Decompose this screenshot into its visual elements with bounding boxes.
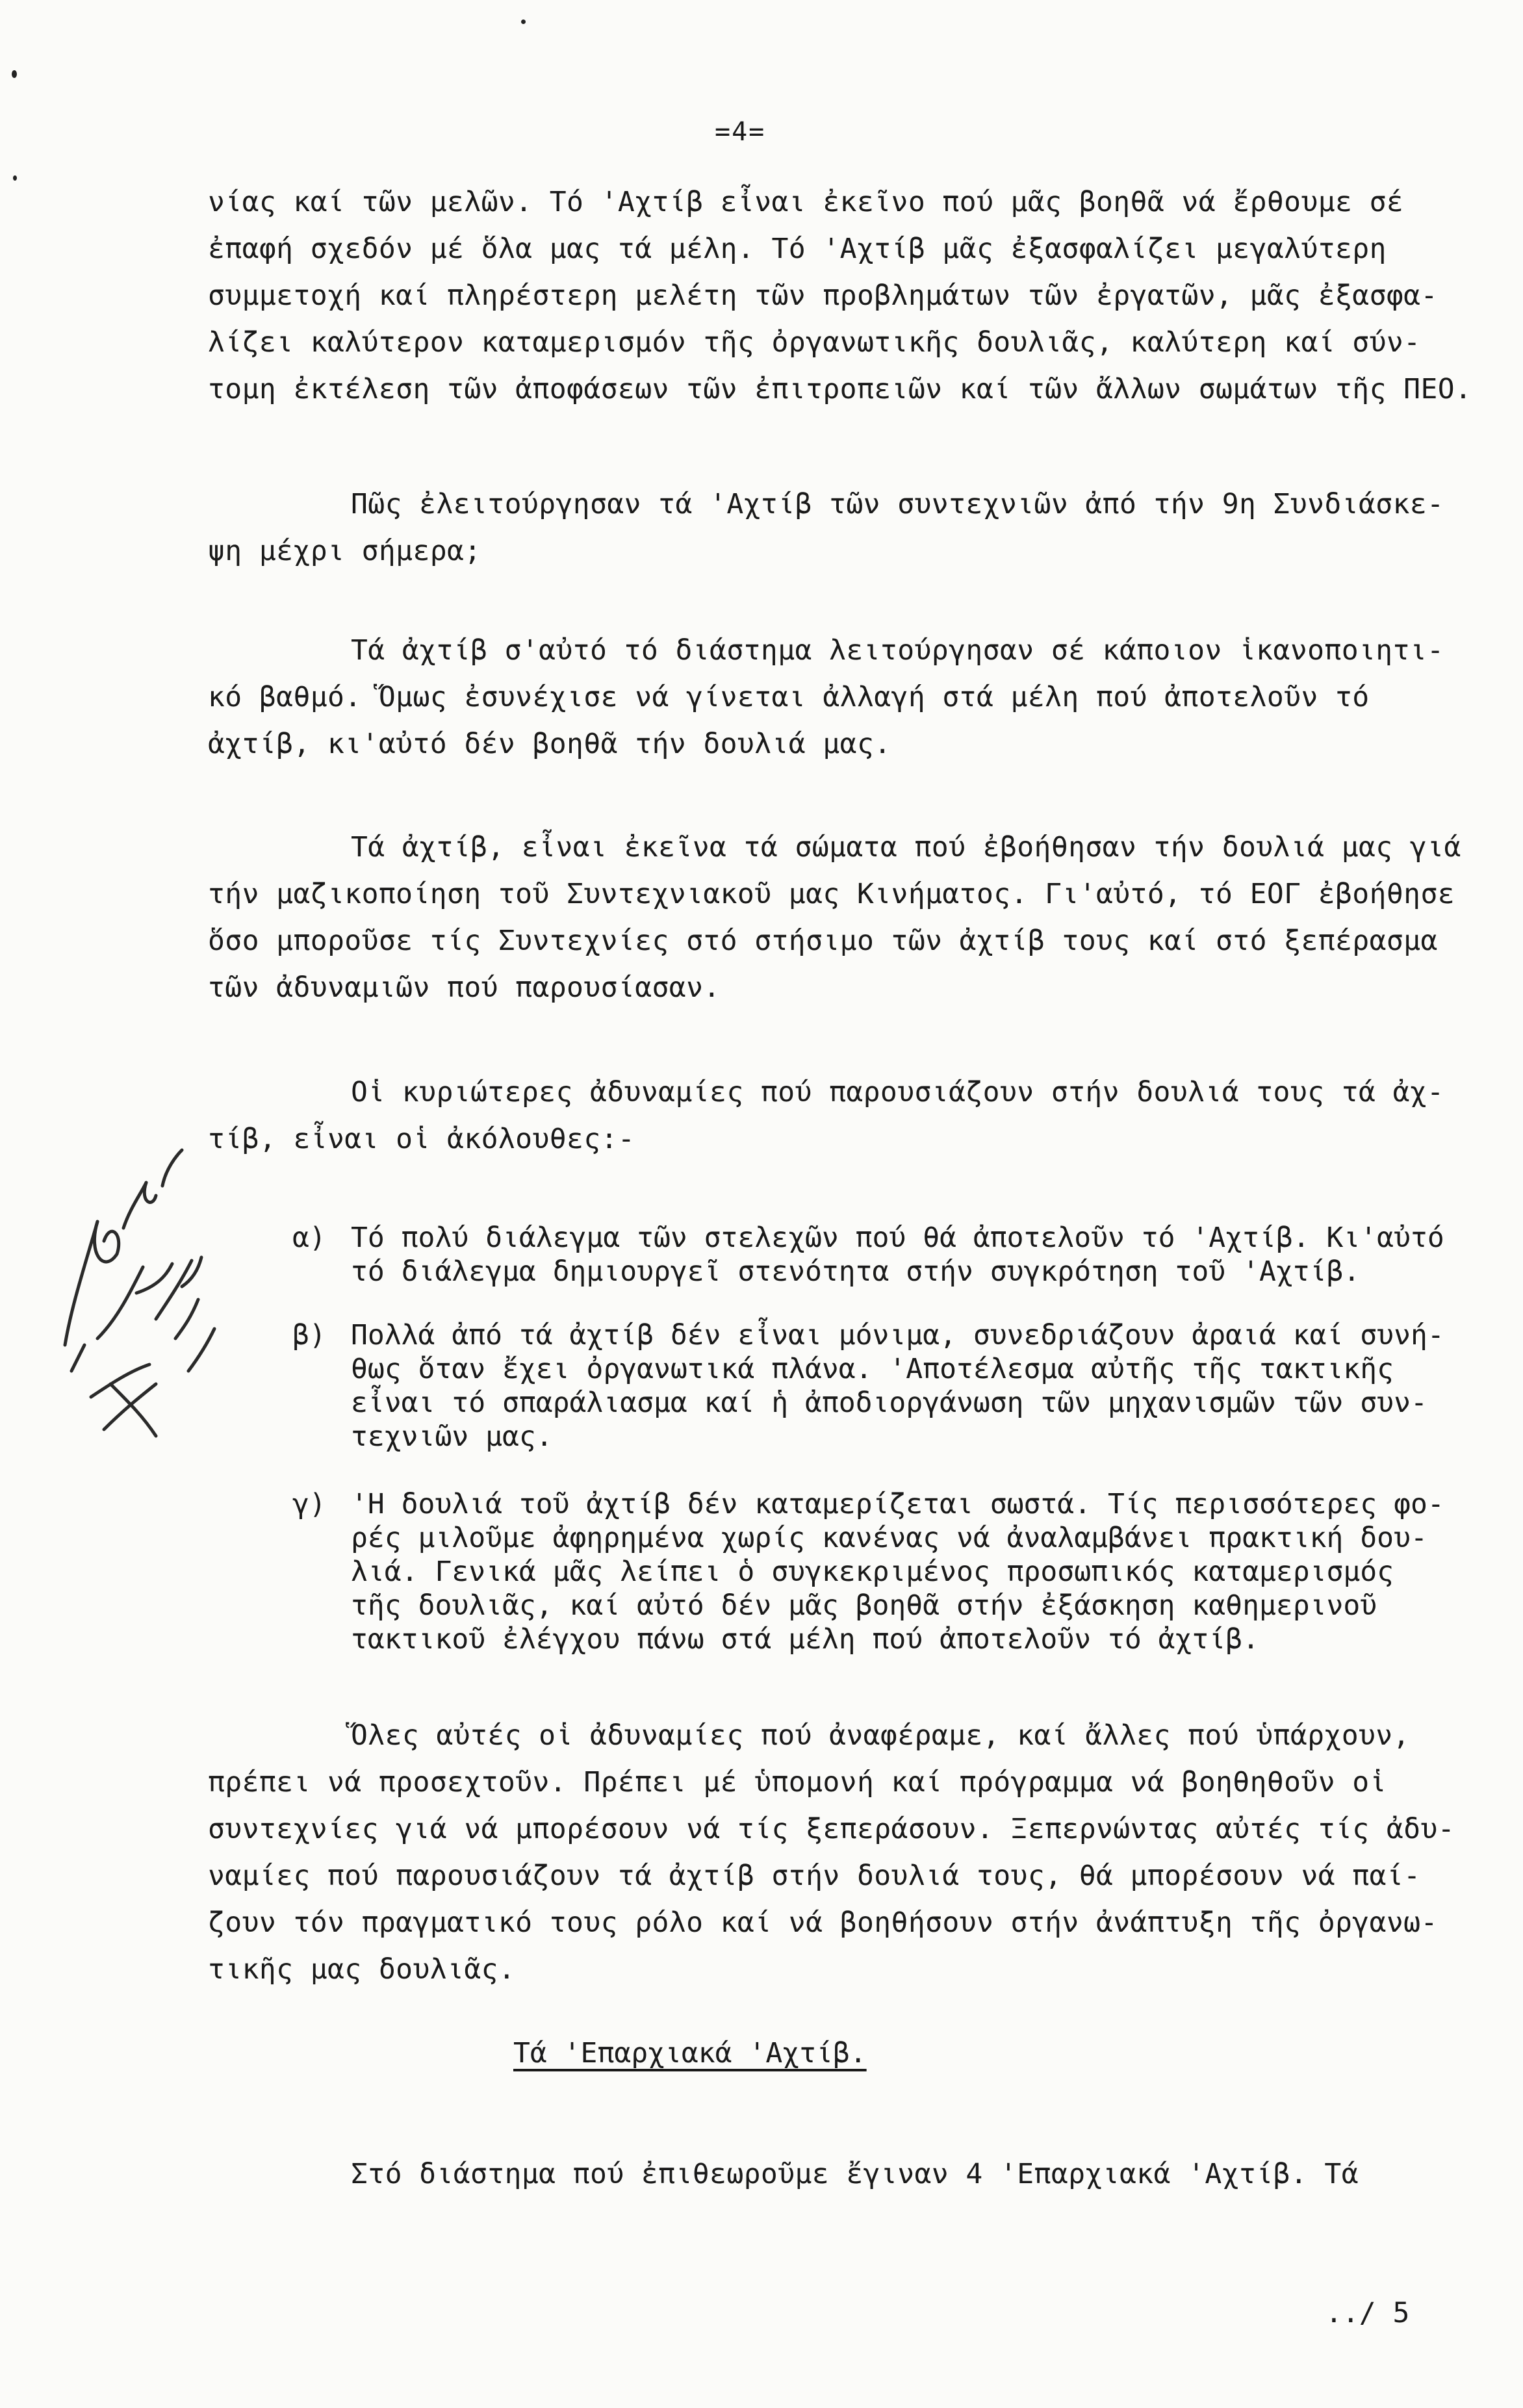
paragraph-2-line-1: Πῶς ἐλειτούργησαν τά 'Αχτίβ τῶν συντεχνιῶν ἀπό τήν 9η Συνδιάσκε-: [351, 488, 1444, 520]
paragraph-3-line-1: Τά ἀχτίβ σ'αὐτό τό διάστημα λειτούργησαν σέ κάποιον ἱκανοποιητι-: [351, 634, 1444, 667]
list-item-c-line-4: τῆς δουλιᾶς, καί αὐτό δέν μᾶς βοηθᾶ στήν ἐξάσκηση καθημερινοῦ: [351, 1589, 1377, 1622]
scan-speck: [521, 19, 526, 24]
paragraph-3-line-3: ἀχτίβ, κι'αὐτό δέν βοηθᾶ τήν δουλιά μας.: [208, 728, 891, 760]
paragraph-4-line-4: τῶν ἀδυναμιῶν πού παρουσίασαν.: [208, 971, 721, 1004]
paragraph-1-line-5: τομη ἐκτέλεση τῶν ἀποφάσεων τῶν ἐπιτροπειῶν καί τῶν ἄλλων σωμάτων τῆς ΠΕΟ.: [208, 373, 1472, 405]
paragraph-5-line-1: Οἱ κυριώτερες ἀδυναμίες πού παρουσιάζουν στήν δουλιά τους τά ἀχ-: [351, 1076, 1444, 1108]
paragraph-2-line-2: ψη μέχρι σήμερα;: [208, 535, 481, 567]
scan-speck: [12, 70, 17, 78]
paragraph-3-line-2: κό βαθμό. Ὅμως ἐσυνέχισε νά γίνεται ἀλλαγή στά μέλη πού ἀποτελοῦν τό: [208, 681, 1370, 713]
closing-line-2: πρέπει νά προσεχτοῦν. Πρέπει μέ ὑπομονή καί πρόγραμμα νά βοηθηθοῦν οἱ: [208, 1766, 1387, 1799]
list-item-a-line-1: Τό πολύ διάλεγμα τῶν στελεχῶν πού θά ἀποτελοῦν τό 'Αχτίβ. Κι'αὐτό: [351, 1222, 1444, 1254]
handwritten-margin-note: [26, 1124, 260, 1488]
closing-line-6: τικῆς μας δουλιᾶς.: [208, 1953, 516, 1986]
list-item-a-label: α): [292, 1222, 326, 1254]
paragraph-1-line-4: λίζει καλύτερον καταμερισμόν τῆς ὀργανωτικῆς δουλιᾶς, καλύτερη καί σύν-: [208, 326, 1421, 359]
closing-line-4: ναμίες πού παρουσιάζουν τά ἀχτίβ στήν δουλιά τους, θά μπορέσουν νά παί-: [208, 1860, 1421, 1892]
closing-line-5: ζουν τόν πραγματικό τους ρόλο καί νά βοηθήσουν στήν ἀνάπτυξη τῆς ὀργανω-: [208, 1906, 1438, 1939]
paragraph-1-line-3: συμμετοχή καί πληρέστερη μελέτη τῶν προβλημάτων τῶν ἐργατῶν, μᾶς ἐξασφα-: [208, 279, 1438, 312]
paragraph-4-line-1: Τά ἀχτίβ, εἶναι ἐκεῖνα τά σώματα πού ἐβοήθησαν τήν δουλιά μας γιά: [351, 831, 1461, 864]
scan-speck: [13, 175, 17, 181]
closing-line-3: συντεχνίες γιά νά μπορέσουν νά τίς ξεπεράσουν. Ξεπερνώντας αὐτές τίς ἀδυ-: [208, 1813, 1455, 1845]
list-item-c-line-3: λιά. Γενικά μᾶς λείπει ὁ συγκεκριμένος προσωπικός καταμερισμός: [351, 1556, 1394, 1588]
list-item-b-line-4: τεχνιῶν μας.: [351, 1420, 553, 1453]
list-item-b-line-3: εἶναι τό σπαράλιασμα καί ἡ ἀποδιοργάνωση τῶν μηχανισμῶν τῶν συν-: [351, 1387, 1427, 1419]
list-item-b-line-2: θως ὅταν ἔχει ὀργανωτικά πλάνα. 'Αποτέλεσμα αὐτῆς τῆς τακτικῆς: [351, 1353, 1394, 1385]
page-number: =4=: [715, 117, 766, 147]
continuation-marker: ../ 5: [1325, 2297, 1410, 2329]
list-item-c-line-1: 'Η δουλιά τοῦ ἀχτίβ δέν καταμερίζεται σωστά. Τίς περισσότερες φο-: [351, 1488, 1444, 1520]
list-item-b-line-1: Πολλά ἀπό τά ἀχτίβ δέν εἶναι μόνιμα, συνεδριάζουν ἀραιά καί συνή-: [351, 1319, 1444, 1351]
paragraph-5-line-2: τίβ, εἶναι οἱ ἀκόλουθες:-: [208, 1123, 635, 1155]
paragraph-1-line-1: νίας καί τῶν μελῶν. Τό 'Αχτίβ εἶναι ἐκεῖνο πού μᾶς βοηθᾶ νά ἔρθουμε σέ: [208, 186, 1404, 218]
list-item-c-label: γ): [292, 1488, 326, 1520]
list-item-a-line-2: τό διάλεγμα δημιουργεῖ στενότητα στήν συγκρότηση τοῦ 'Αχτίβ.: [351, 1255, 1361, 1288]
list-item-c-line-2: ρές μιλοῦμε ἀφηρημένα χωρίς κανένας νά ἀναλαμβάνει πρακτική δου-: [351, 1522, 1427, 1554]
list-item-b-label: β): [292, 1319, 326, 1351]
paragraph-4-line-3: ὅσο μποροῦσε τίς Συντεχνίες στό στήσιμο τῶν ἀχτίβ τους καί στό ξεπέρασμα: [208, 925, 1438, 957]
paragraph-4-line-2: τήν μαζικοποίηση τοῦ Συντεχνιακοῦ μας Κινήματος. Γι'αὐτό, τό ΕΟΓ ἐβοήθησε: [208, 878, 1455, 910]
section-heading: Τά 'Επαρχιακά 'Αχτίβ.: [513, 2037, 867, 2069]
list-item-c-line-5: τακτικοῦ ἐλέγχου πάνω στά μέλη πού ἀποτελοῦν τό ἀχτίβ.: [351, 1623, 1259, 1656]
closing-line-1: Ὅλες αὐτές οἱ ἀδυναμίες πού ἀναφέραμε, καί ἄλλες πού ὑπάρχουν,: [351, 1719, 1410, 1752]
last-line: Στό διάστημα πού ἐπιθεωροῦμε ἔγιναν 4 'Επαρχιακά 'Αχτίβ. Τά: [351, 2158, 1359, 2190]
paragraph-1-line-2: ἐπαφή σχεδόν μέ ὅλα μας τά μέλη. Τό 'Αχτίβ μᾶς ἐξασφαλίζει μεγαλύτερη: [208, 233, 1387, 265]
